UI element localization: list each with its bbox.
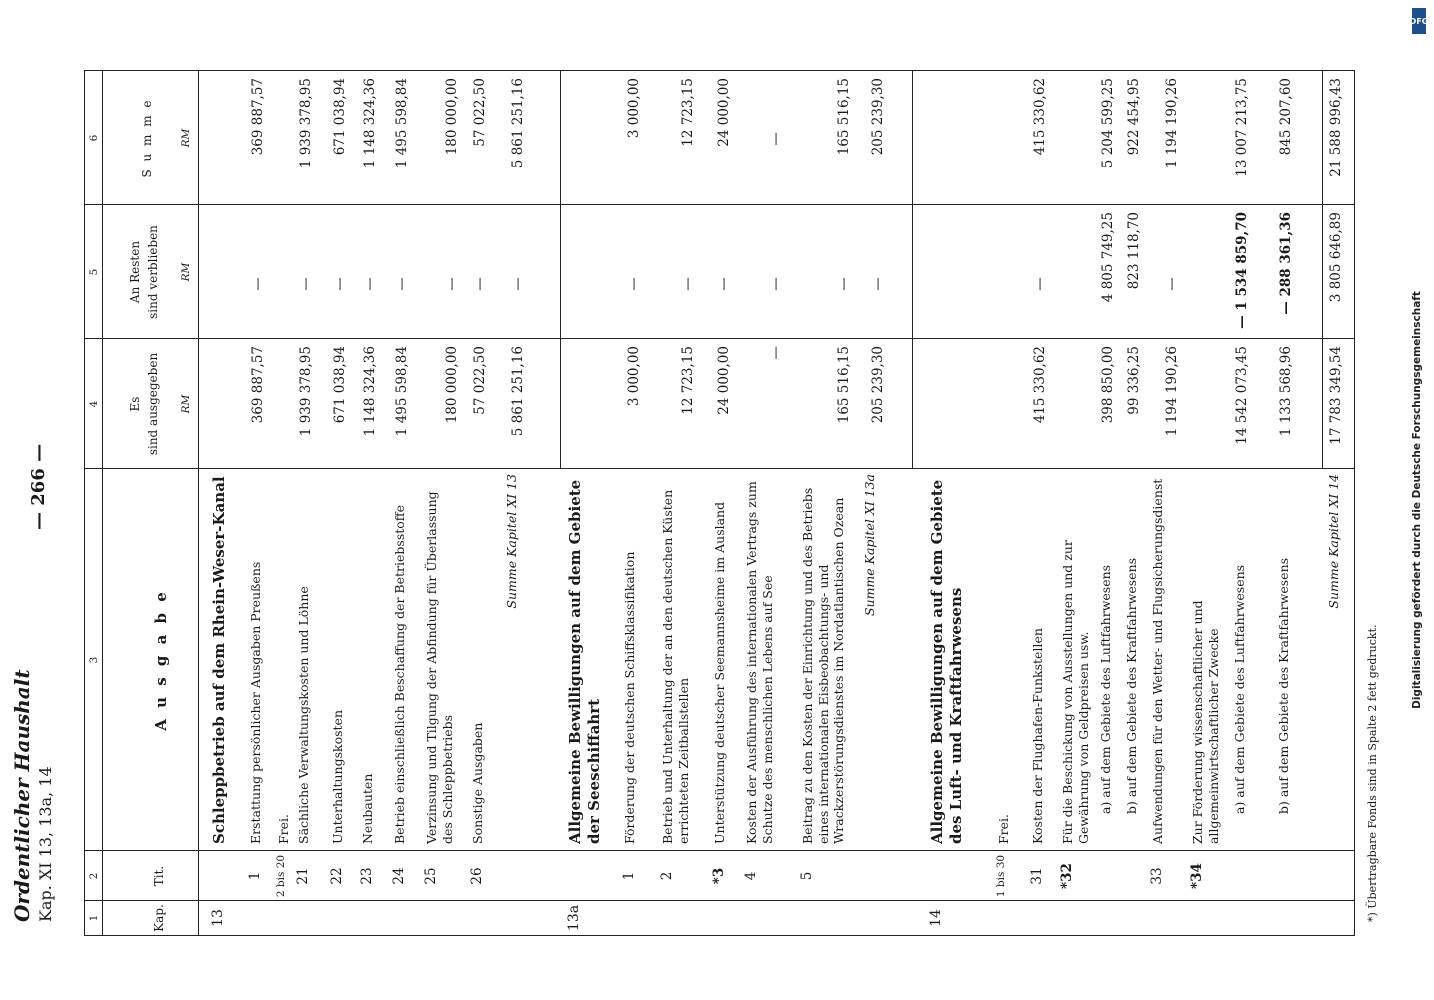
row-col5-value: — xyxy=(362,277,378,291)
column-number-6: 6 xyxy=(88,134,100,142)
rule-sum-13 xyxy=(560,71,561,469)
row-col6-value: 5 204 599,25 xyxy=(1100,78,1116,169)
row-col4-value: 17 783 349,54 xyxy=(1328,346,1344,445)
row-col4-value: 180 000,00 xyxy=(444,346,460,424)
row-col6-value: 21 588 996,43 xyxy=(1328,78,1344,177)
rule-kap-tit xyxy=(84,900,1354,901)
row-col6-value: 5 861 251,16 xyxy=(510,78,526,169)
row-col6-value: 1 148 324,36 xyxy=(362,78,378,169)
rule-column-numbers xyxy=(102,70,103,936)
row-tit: 23 xyxy=(359,867,375,885)
row-kap: 13a xyxy=(566,904,582,932)
row-tit: 26 xyxy=(469,867,485,885)
rule-header-bottom xyxy=(198,70,199,936)
row-col4-value: 1 133 568,96 xyxy=(1278,346,1294,437)
row-col4-value: 415 330,62 xyxy=(1032,346,1048,424)
row-tit: *3 xyxy=(711,867,727,885)
row-col6-value: 845 207,60 xyxy=(1278,78,1294,156)
header-col6-unit: RM xyxy=(180,128,192,148)
row-col6-value: 369 887,57 xyxy=(250,78,266,156)
row-col4-value: 205 239,30 xyxy=(870,346,886,424)
row-kap: 14 xyxy=(928,909,944,927)
row-col5-value: — 1 534 859,70 xyxy=(1234,212,1250,329)
row-tit: 2 xyxy=(659,871,675,881)
header-ausgabe: A u s g a b e xyxy=(152,589,170,731)
row-col4-value: 1 148 324,36 xyxy=(362,346,378,437)
rule-left xyxy=(84,935,1354,936)
row-tit: 1 xyxy=(247,871,263,881)
rule-sum-13a xyxy=(912,71,913,469)
row-text: Für die Beschickung von Ausstellungen und zur Gewährung von Geldpreisen usw. xyxy=(1060,540,1091,844)
row-text: Sonstige Ausgaben xyxy=(470,722,485,844)
rule-tit-ausgabe xyxy=(84,850,1354,851)
column-number-5: 5 xyxy=(88,268,100,276)
row-text: Verzinsung und Tilgung der Abfindung für Überlassung des Schleppbetriebs xyxy=(424,491,455,844)
row-col5-value: — xyxy=(870,277,886,291)
row-col4-value: 1 495 598,84 xyxy=(394,346,410,437)
row-text: Beitrag zu den Kosten der Einrichtung und des Betriebs eines internationalen Eisbeobachtungs- und Wrackzerstörungsdienstes im Nordatlantischen Ozean xyxy=(800,487,847,844)
row-col4-value: 14 542 073,45 xyxy=(1234,346,1250,445)
row-text: Kosten der Flughafen-Funkstellen xyxy=(1030,628,1045,844)
column-number-3: 3 xyxy=(88,656,100,664)
row-col4-value: 1 939 378,95 xyxy=(298,346,314,437)
document-subtitle: Kap. XI 13, 13a, 14 xyxy=(36,766,55,922)
header-col4-unit: RM xyxy=(180,394,192,414)
row-col6-value: 57 022,50 xyxy=(472,78,488,147)
rule-right xyxy=(84,70,1354,71)
row-col5-value: — xyxy=(250,277,266,291)
column-number-4: 4 xyxy=(88,400,100,408)
row-col6-value: — xyxy=(768,132,784,146)
row-col6-value: 24 000,00 xyxy=(716,78,732,147)
row-col4-value: — xyxy=(768,346,784,360)
row-col5-value: — xyxy=(444,277,460,291)
row-tit: 2 bis 20 xyxy=(275,854,287,898)
row-text: Summe Kapitel XI 13a xyxy=(862,474,877,617)
row-col5-value: — xyxy=(1164,277,1180,291)
rule-top xyxy=(84,70,85,936)
row-col6-value: 3 000,00 xyxy=(626,78,642,139)
header-col5-unit: RM xyxy=(180,262,192,282)
row-tit: 5 xyxy=(799,871,815,881)
row-col5-value: — xyxy=(298,277,314,291)
header-col5-line2: sind verblieben xyxy=(146,225,160,319)
row-col5-value: 823 118,70 xyxy=(1126,212,1142,290)
row-kap: 13 xyxy=(210,909,226,927)
row-text: Schleppbetrieb auf dem Rhein-Weser-Kanal xyxy=(210,476,228,844)
row-tit: 1 xyxy=(621,871,637,881)
row-col5-value: — xyxy=(680,277,696,291)
row-col4-value: 398 850,00 xyxy=(1100,346,1116,424)
row-tit: 1 bis 30 xyxy=(995,854,1007,898)
row-col5-value: 4 805 749,25 xyxy=(1100,212,1116,303)
header-kap: Kap. xyxy=(152,904,166,932)
row-text: Frei. xyxy=(996,813,1011,844)
row-text: a) auf dem Gebiete des Luftfahrwesens xyxy=(1098,564,1113,814)
row-text: Kosten der Ausführung des internationalen Vertrags zum Schutze des menschlichen Lebens auf See xyxy=(744,481,775,844)
credit-text: Digitalisierung gefördert durch die Deutsche Forschungsgemeinschaft xyxy=(1411,291,1423,709)
row-text: Frei. xyxy=(276,813,291,844)
row-tit: 31 xyxy=(1029,867,1045,885)
row-col5-value: — 288 361,36 xyxy=(1278,212,1294,315)
column-number-1: 1 xyxy=(88,914,100,922)
row-col4-value: 12 723,15 xyxy=(680,346,696,415)
row-tit: 24 xyxy=(391,867,407,885)
document-title: Ordentlicher Haushalt xyxy=(10,669,34,922)
row-tit: *34 xyxy=(1189,863,1205,889)
row-text: Betrieb einschließlich Beschaffung der Betriebsstoffe xyxy=(392,504,407,844)
row-col6-value: 922 454,95 xyxy=(1126,78,1142,156)
row-col5-value: — xyxy=(716,277,732,291)
page-number: — 266 — xyxy=(28,443,49,530)
header-tit: Tit. xyxy=(152,865,166,887)
row-col4-value: 5 861 251,16 xyxy=(510,346,526,437)
row-text: Neubauten xyxy=(360,773,375,844)
rule-ausgabe-col4 xyxy=(84,468,1354,469)
rule-col5-col6 xyxy=(84,204,1354,205)
row-text: Aufwendungen für den Wetter- und Flugsicherungsdienst xyxy=(1150,478,1165,844)
header-col4-line2: sind ausgegeben xyxy=(146,352,160,456)
rule-col4-col5 xyxy=(84,338,1354,339)
row-col4-value: 99 336,25 xyxy=(1126,346,1142,415)
row-col5-value: — xyxy=(1032,277,1048,291)
row-text: Summe Kapitel XI 14 xyxy=(1326,474,1341,609)
row-text: Unterstützung deutscher Seemannsheime im Ausland xyxy=(712,501,727,844)
row-col6-value: 1 939 378,95 xyxy=(298,78,314,169)
row-tit: 25 xyxy=(423,867,439,885)
row-text: Betrieb und Unterhaltung der an den deutschen Küsten errichteten Zeitballstellen xyxy=(660,489,691,844)
row-tit: 21 xyxy=(295,867,311,885)
row-col4-value: 165 516,15 xyxy=(836,346,852,424)
row-col5-value: 3 805 646,89 xyxy=(1328,212,1344,303)
header-col6: S u m m e xyxy=(140,98,154,178)
row-col5-value: — xyxy=(836,277,852,291)
dfg-logo-badge: DFG xyxy=(1412,8,1426,34)
digitization-credit xyxy=(1406,8,1428,992)
row-col5-value: — xyxy=(332,277,348,291)
rule-sum-14 xyxy=(1322,71,1323,469)
row-col6-value: 205 239,30 xyxy=(870,78,886,156)
row-col4-value: 24 000,00 xyxy=(716,346,732,415)
row-col5-value: — xyxy=(394,277,410,291)
row-text: Allgemeine Bewilligungen auf dem Gebiete der Seeschiffahrt xyxy=(566,479,603,844)
row-col6-value: 13 007 213,75 xyxy=(1234,78,1250,177)
row-text: a) auf dem Gebiete des Luftfahrwesens xyxy=(1232,564,1247,814)
header-col5-line1: An Resten xyxy=(128,240,142,304)
row-col6-value: 1 495 598,84 xyxy=(394,78,410,169)
column-number-2: 2 xyxy=(88,872,100,880)
row-col6-value: 671 038,94 xyxy=(332,78,348,156)
footnote: *) Übertragbare Fonds sind in Spalte 2 fett gedruckt. xyxy=(1366,624,1379,922)
row-col6-value: 415 330,62 xyxy=(1032,78,1048,156)
row-text: Allgemeine Bewilligungen auf dem Gebiete des Luft- und Kraftfahrwesens xyxy=(928,479,965,844)
row-text: Sächliche Verwaltungskosten und Löhne xyxy=(296,586,311,844)
row-col4-value: 1 194 190,26 xyxy=(1164,346,1180,437)
row-col6-value: 1 194 190,26 xyxy=(1164,78,1180,169)
row-col6-value: 165 516,15 xyxy=(836,78,852,156)
row-text: Förderung der deutschen Schiffsklassifikation xyxy=(622,551,637,844)
row-col5-value: — xyxy=(472,277,488,291)
row-col4-value: 671 038,94 xyxy=(332,346,348,424)
row-text: Erstattung persönlicher Ausgaben Preußens xyxy=(248,561,263,844)
rule-bottom xyxy=(1354,70,1355,936)
header-col4-line1: Es xyxy=(128,396,142,412)
row-col6-value: 180 000,00 xyxy=(444,78,460,156)
row-tit: *32 xyxy=(1059,863,1075,889)
row-text: Unterhaltungskosten xyxy=(330,709,345,844)
row-text: Zur Förderung wissenschaftlicher und allgemeinwirtschaftlicher Zwecke xyxy=(1190,600,1221,844)
row-tit: 33 xyxy=(1149,867,1165,885)
row-text: Summe Kapitel XI 13 xyxy=(504,474,519,609)
row-text: b) auf dem Gebiete des Kraftfahrwesens xyxy=(1124,557,1139,814)
row-col5-value: — xyxy=(626,277,642,291)
row-col5-value: — xyxy=(510,277,526,291)
row-tit: 22 xyxy=(329,867,345,885)
row-col5-value: — xyxy=(768,277,784,291)
row-text: b) auf dem Gebiete des Kraftfahrwesens xyxy=(1276,557,1291,814)
row-col6-value: 12 723,15 xyxy=(680,78,696,147)
row-tit: 4 xyxy=(743,871,759,881)
row-col4-value: 369 887,57 xyxy=(250,346,266,424)
row-col4-value: 57 022,50 xyxy=(472,346,488,415)
row-col4-value: 3 000,00 xyxy=(626,346,642,407)
